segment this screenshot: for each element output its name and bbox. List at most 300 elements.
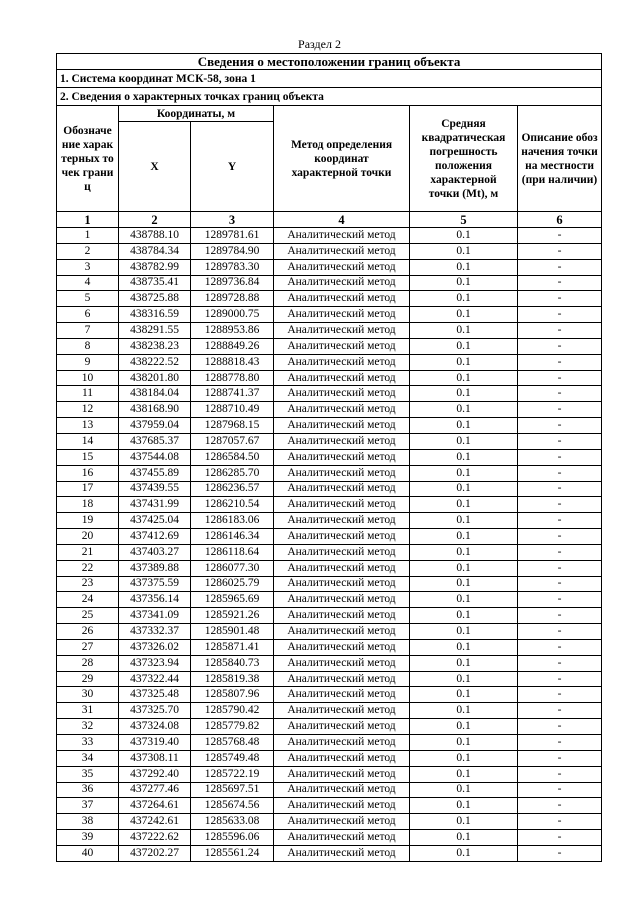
cell-point-number: 26	[57, 624, 119, 640]
cell-x: 437544.08	[119, 449, 191, 465]
cell-method: Аналитический метод	[274, 735, 410, 751]
cell-y: 1285819.38	[191, 671, 274, 687]
cell-description: -	[518, 323, 602, 339]
cell-point-number: 37	[57, 798, 119, 814]
header-x: X	[119, 122, 191, 212]
cell-description: -	[518, 830, 602, 846]
cell-point-number: 11	[57, 386, 119, 402]
cell-error: 0.1	[410, 687, 518, 703]
table-row	[57, 418, 602, 434]
table-row	[57, 576, 602, 592]
cell-point-number: 20	[57, 529, 119, 545]
cell-point-number: 36	[57, 782, 119, 798]
cell-description: -	[518, 354, 602, 370]
cell-x: 438735.41	[119, 275, 191, 291]
table-row	[57, 830, 602, 846]
cell-error: 0.1	[410, 592, 518, 608]
cell-method: Аналитический метод	[274, 497, 410, 513]
cell-description: -	[518, 624, 602, 640]
cell-description: -	[518, 544, 602, 560]
cell-error: 0.1	[410, 354, 518, 370]
cell-error: 0.1	[410, 845, 518, 861]
cell-x: 437308.11	[119, 750, 191, 766]
column-number: 4	[274, 212, 410, 228]
table-row	[57, 624, 602, 640]
table-row	[57, 671, 602, 687]
cell-x: 437455.89	[119, 465, 191, 481]
cell-error: 0.1	[410, 576, 518, 592]
cell-method: Аналитический метод	[274, 576, 410, 592]
table-row	[57, 655, 602, 671]
cell-x: 437403.27	[119, 544, 191, 560]
cell-point-number: 5	[57, 291, 119, 307]
cell-method: Аналитический метод	[274, 814, 410, 830]
cell-description: -	[518, 465, 602, 481]
cell-y: 1287057.67	[191, 433, 274, 449]
cell-description: -	[518, 845, 602, 861]
cell-y: 1288741.37	[191, 386, 274, 402]
cell-method: Аналитический метод	[274, 798, 410, 814]
cell-point-number: 22	[57, 560, 119, 576]
cell-x: 438201.80	[119, 370, 191, 386]
cell-y: 1285901.48	[191, 624, 274, 640]
table-row	[57, 481, 602, 497]
cell-x: 438316.59	[119, 307, 191, 323]
cell-x: 437277.46	[119, 782, 191, 798]
cell-point-number: 34	[57, 750, 119, 766]
cell-method: Аналитический метод	[274, 291, 410, 307]
table-row	[57, 766, 602, 782]
table-row	[57, 354, 602, 370]
cell-method: Аналитический метод	[274, 544, 410, 560]
cell-method: Аналитический метод	[274, 592, 410, 608]
cell-y: 1288953.86	[191, 323, 274, 339]
cell-method: Аналитический метод	[274, 608, 410, 624]
cell-description: -	[518, 687, 602, 703]
cell-y: 1288778.80	[191, 370, 274, 386]
cell-x: 437439.55	[119, 481, 191, 497]
cell-error: 0.1	[410, 513, 518, 529]
cell-error: 0.1	[410, 529, 518, 545]
column-number: 1	[57, 212, 119, 228]
table-row	[57, 259, 602, 275]
cell-x: 437202.27	[119, 845, 191, 861]
column-number: 6	[518, 212, 602, 228]
table-row	[57, 529, 602, 545]
cell-point-number: 23	[57, 576, 119, 592]
section-label: Раздел 2	[298, 37, 341, 51]
table-row	[57, 323, 602, 339]
cell-error: 0.1	[410, 433, 518, 449]
cell-point-number: 30	[57, 687, 119, 703]
table-row	[57, 845, 602, 861]
cell-method: Аналитический метод	[274, 560, 410, 576]
cell-x: 438184.04	[119, 386, 191, 402]
cell-error: 0.1	[410, 338, 518, 354]
cell-description: -	[518, 529, 602, 545]
table-row	[57, 639, 602, 655]
table-row	[57, 703, 602, 719]
cell-description: -	[518, 576, 602, 592]
cell-method: Аналитический метод	[274, 624, 410, 640]
cell-x: 437326.02	[119, 639, 191, 655]
table-row	[57, 433, 602, 449]
cell-point-number: 4	[57, 275, 119, 291]
cell-error: 0.1	[410, 259, 518, 275]
cell-x: 438784.34	[119, 243, 191, 259]
cell-x: 437322.44	[119, 671, 191, 687]
cell-y: 1285749.48	[191, 750, 274, 766]
header-designation: Обозначение характерных точек границ	[57, 106, 119, 212]
cell-y: 1288818.43	[191, 354, 274, 370]
cell-description: -	[518, 703, 602, 719]
cell-method: Аналитический метод	[274, 370, 410, 386]
cell-error: 0.1	[410, 370, 518, 386]
cell-method: Аналитический метод	[274, 719, 410, 735]
cell-x: 438222.52	[119, 354, 191, 370]
cell-description: -	[518, 481, 602, 497]
cell-description: -	[518, 671, 602, 687]
cell-method: Аналитический метод	[274, 228, 410, 244]
table-row	[57, 370, 602, 386]
cell-x: 438238.23	[119, 338, 191, 354]
cell-method: Аналитический метод	[274, 655, 410, 671]
cell-y: 1286118.64	[191, 544, 274, 560]
cell-point-number: 31	[57, 703, 119, 719]
cell-y: 1285768.48	[191, 735, 274, 751]
cell-error: 0.1	[410, 750, 518, 766]
cell-y: 1285697.51	[191, 782, 274, 798]
cell-y: 1285779.82	[191, 719, 274, 735]
cell-method: Аналитический метод	[274, 830, 410, 846]
table-row	[57, 814, 602, 830]
boundary-points-table	[56, 53, 602, 862]
cell-y: 1288710.49	[191, 402, 274, 418]
cell-point-number: 35	[57, 766, 119, 782]
cell-point-number: 8	[57, 338, 119, 354]
cell-method: Аналитический метод	[274, 513, 410, 529]
cell-description: -	[518, 750, 602, 766]
cell-x: 437341.09	[119, 608, 191, 624]
cell-error: 0.1	[410, 228, 518, 244]
cell-y: 1286146.34	[191, 529, 274, 545]
cell-point-number: 21	[57, 544, 119, 560]
table-row	[57, 228, 602, 244]
header-coordinates: Координаты, м	[119, 106, 274, 122]
cell-point-number: 1	[57, 228, 119, 244]
cell-error: 0.1	[410, 544, 518, 560]
cell-description: -	[518, 307, 602, 323]
cell-method: Аналитический метод	[274, 639, 410, 655]
cell-point-number: 32	[57, 719, 119, 735]
table-row	[57, 465, 602, 481]
cell-x: 437324.08	[119, 719, 191, 735]
cell-y: 1289781.61	[191, 228, 274, 244]
header-error: Средняя квадратическая погрешность положения характерной точки (Mt), м	[410, 106, 518, 212]
cell-x: 437264.61	[119, 798, 191, 814]
cell-method: Аналитический метод	[274, 323, 410, 339]
column-number: 2	[119, 212, 191, 228]
cell-description: -	[518, 560, 602, 576]
table-row	[57, 719, 602, 735]
cell-y: 1285561.24	[191, 845, 274, 861]
column-numbers-row	[57, 212, 602, 228]
cell-point-number: 7	[57, 323, 119, 339]
cell-description: -	[518, 418, 602, 434]
table-row	[57, 608, 602, 624]
cell-x: 437685.37	[119, 433, 191, 449]
cell-point-number: 14	[57, 433, 119, 449]
cell-point-number: 24	[57, 592, 119, 608]
cell-method: Аналитический метод	[274, 259, 410, 275]
cell-point-number: 39	[57, 830, 119, 846]
cell-error: 0.1	[410, 465, 518, 481]
cell-point-number: 18	[57, 497, 119, 513]
cell-x: 438725.88	[119, 291, 191, 307]
cell-description: -	[518, 386, 602, 402]
cell-point-number: 6	[57, 307, 119, 323]
cell-error: 0.1	[410, 766, 518, 782]
cell-description: -	[518, 402, 602, 418]
cell-error: 0.1	[410, 624, 518, 640]
cell-point-number: 9	[57, 354, 119, 370]
table-row	[57, 291, 602, 307]
header-method: Метод определения координат характерной точки	[274, 106, 410, 212]
cell-point-number: 10	[57, 370, 119, 386]
cell-y: 1289000.75	[191, 307, 274, 323]
cell-error: 0.1	[410, 560, 518, 576]
table-row	[57, 544, 602, 560]
cell-method: Аналитический метод	[274, 418, 410, 434]
cell-method: Аналитический метод	[274, 703, 410, 719]
column-number: 3	[191, 212, 274, 228]
cell-y: 1285840.73	[191, 655, 274, 671]
cell-error: 0.1	[410, 418, 518, 434]
cell-error: 0.1	[410, 735, 518, 751]
cell-y: 1285596.06	[191, 830, 274, 846]
cell-y: 1289784.90	[191, 243, 274, 259]
table-row	[57, 513, 602, 529]
cell-error: 0.1	[410, 449, 518, 465]
cell-y: 1289736.84	[191, 275, 274, 291]
cell-method: Аналитический метод	[274, 687, 410, 703]
column-number: 5	[410, 212, 518, 228]
cell-x: 437375.59	[119, 576, 191, 592]
cell-description: -	[518, 766, 602, 782]
cell-description: -	[518, 782, 602, 798]
table-row	[57, 402, 602, 418]
cell-description: -	[518, 608, 602, 624]
cell-x: 437389.88	[119, 560, 191, 576]
cell-error: 0.1	[410, 386, 518, 402]
cell-error: 0.1	[410, 814, 518, 830]
cell-error: 0.1	[410, 497, 518, 513]
cell-description: -	[518, 798, 602, 814]
table-row	[57, 592, 602, 608]
cell-x: 437959.04	[119, 418, 191, 434]
cell-y: 1285921.26	[191, 608, 274, 624]
table-row	[57, 386, 602, 402]
cell-x: 438782.99	[119, 259, 191, 275]
cell-method: Аналитический метод	[274, 782, 410, 798]
cell-point-number: 40	[57, 845, 119, 861]
cell-description: -	[518, 259, 602, 275]
cell-method: Аналитический метод	[274, 671, 410, 687]
cell-method: Аналитический метод	[274, 402, 410, 418]
cell-y: 1285871.41	[191, 639, 274, 655]
cell-x: 437222.62	[119, 830, 191, 846]
cell-point-number: 27	[57, 639, 119, 655]
table-body	[57, 228, 602, 862]
cell-error: 0.1	[410, 307, 518, 323]
table-row	[57, 798, 602, 814]
cell-description: -	[518, 719, 602, 735]
cell-error: 0.1	[410, 655, 518, 671]
cell-point-number: 15	[57, 449, 119, 465]
cell-x: 437431.99	[119, 497, 191, 513]
cell-error: 0.1	[410, 481, 518, 497]
cell-x: 438291.55	[119, 323, 191, 339]
cell-method: Аналитический метод	[274, 307, 410, 323]
cell-y: 1285633.08	[191, 814, 274, 830]
cell-description: -	[518, 735, 602, 751]
table-row	[57, 275, 602, 291]
cell-description: -	[518, 497, 602, 513]
cell-description: -	[518, 449, 602, 465]
cell-description: -	[518, 655, 602, 671]
cell-point-number: 3	[57, 259, 119, 275]
cell-y: 1286285.70	[191, 465, 274, 481]
cell-point-number: 12	[57, 402, 119, 418]
table-row	[57, 782, 602, 798]
cell-description: -	[518, 814, 602, 830]
cell-point-number: 16	[57, 465, 119, 481]
table-title: Сведения о местоположении границ объекта	[57, 54, 602, 70]
cell-x: 437332.37	[119, 624, 191, 640]
cell-y: 1286077.30	[191, 560, 274, 576]
cell-y: 1287968.15	[191, 418, 274, 434]
cell-error: 0.1	[410, 608, 518, 624]
cell-description: -	[518, 291, 602, 307]
cell-x: 438168.90	[119, 402, 191, 418]
table-row	[57, 449, 602, 465]
cell-y: 1285722.19	[191, 766, 274, 782]
cell-x: 438788.10	[119, 228, 191, 244]
cell-method: Аналитический метод	[274, 465, 410, 481]
cell-description: -	[518, 433, 602, 449]
cell-description: -	[518, 228, 602, 244]
cell-y: 1286025.79	[191, 576, 274, 592]
cell-description: -	[518, 592, 602, 608]
cell-error: 0.1	[410, 323, 518, 339]
cell-x: 437319.40	[119, 735, 191, 751]
header-description: Описание обозначения точки на местности (при наличии)	[518, 106, 602, 212]
cell-error: 0.1	[410, 782, 518, 798]
cell-point-number: 2	[57, 243, 119, 259]
cell-error: 0.1	[410, 671, 518, 687]
table-row	[57, 307, 602, 323]
cell-error: 0.1	[410, 275, 518, 291]
table-row	[57, 750, 602, 766]
cell-method: Аналитический метод	[274, 243, 410, 259]
cell-point-number: 17	[57, 481, 119, 497]
cell-description: -	[518, 370, 602, 386]
cell-x: 437242.61	[119, 814, 191, 830]
cell-point-number: 13	[57, 418, 119, 434]
cell-point-number: 33	[57, 735, 119, 751]
cell-method: Аналитический метод	[274, 433, 410, 449]
cell-description: -	[518, 513, 602, 529]
cell-y: 1286584.50	[191, 449, 274, 465]
cell-description: -	[518, 639, 602, 655]
cell-y: 1285790.42	[191, 703, 274, 719]
cell-x: 437292.40	[119, 766, 191, 782]
cell-error: 0.1	[410, 243, 518, 259]
cell-method: Аналитический метод	[274, 481, 410, 497]
cell-error: 0.1	[410, 291, 518, 307]
cell-point-number: 29	[57, 671, 119, 687]
header-y: Y	[191, 122, 274, 212]
cell-x: 437325.48	[119, 687, 191, 703]
cell-method: Аналитический метод	[274, 845, 410, 861]
cell-y: 1285807.96	[191, 687, 274, 703]
table-row	[57, 338, 602, 354]
cell-y: 1286210.54	[191, 497, 274, 513]
cell-method: Аналитический метод	[274, 386, 410, 402]
points-info: 2. Сведения о характерных точках границ объекта	[57, 88, 602, 106]
cell-description: -	[518, 338, 602, 354]
table-row	[57, 735, 602, 751]
table-row	[57, 560, 602, 576]
cell-point-number: 25	[57, 608, 119, 624]
cell-error: 0.1	[410, 402, 518, 418]
cell-y: 1289728.88	[191, 291, 274, 307]
cell-x: 437412.69	[119, 529, 191, 545]
cell-point-number: 28	[57, 655, 119, 671]
table-row	[57, 497, 602, 513]
table-row	[57, 243, 602, 259]
cell-x: 437323.94	[119, 655, 191, 671]
cell-description: -	[518, 243, 602, 259]
cell-error: 0.1	[410, 798, 518, 814]
cell-error: 0.1	[410, 703, 518, 719]
cell-error: 0.1	[410, 830, 518, 846]
cell-y: 1285674.56	[191, 798, 274, 814]
cell-method: Аналитический метод	[274, 766, 410, 782]
cell-x: 437325.70	[119, 703, 191, 719]
table-row	[57, 687, 602, 703]
cell-y: 1285965.69	[191, 592, 274, 608]
cell-method: Аналитический метод	[274, 529, 410, 545]
cell-y: 1286183.06	[191, 513, 274, 529]
cell-method: Аналитический метод	[274, 354, 410, 370]
cell-y: 1288849.26	[191, 338, 274, 354]
cell-x: 437425.04	[119, 513, 191, 529]
cell-method: Аналитический метод	[274, 275, 410, 291]
cell-method: Аналитический метод	[274, 449, 410, 465]
coordinate-system: 1. Система координат МСК-58, зона 1	[57, 70, 602, 88]
cell-y: 1286236.57	[191, 481, 274, 497]
cell-point-number: 19	[57, 513, 119, 529]
cell-point-number: 38	[57, 814, 119, 830]
cell-method: Аналитический метод	[274, 338, 410, 354]
cell-error: 0.1	[410, 639, 518, 655]
cell-description: -	[518, 275, 602, 291]
cell-x: 437356.14	[119, 592, 191, 608]
cell-y: 1289783.30	[191, 259, 274, 275]
cell-method: Аналитический метод	[274, 750, 410, 766]
cell-error: 0.1	[410, 719, 518, 735]
